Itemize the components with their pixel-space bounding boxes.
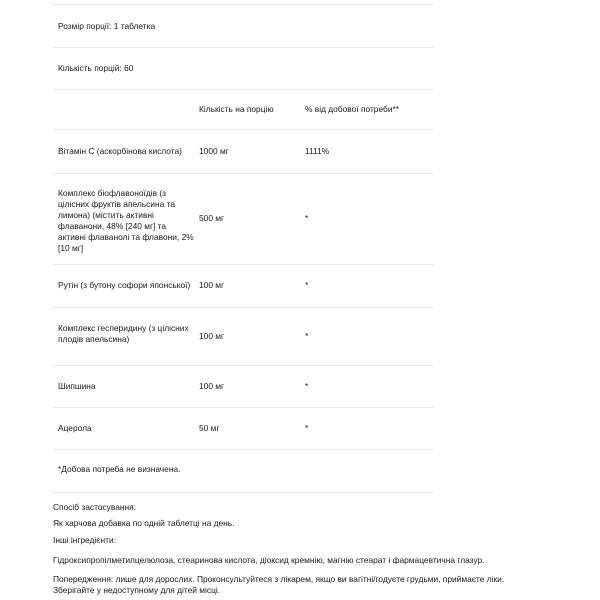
footnote-row: [53, 450, 434, 493]
ingredient-name: Шипшина: [58, 381, 96, 391]
warning-line-1: Попередження: лише для дорослих. Проконсультуйтеся з лікарем, якщо ви вагітні/годуєте грудьми, приймаєте ліки.: [53, 574, 505, 584]
header-row: [53, 90, 434, 130]
dv-header: % від добової потреби**: [305, 104, 400, 114]
ingredient-dv: *: [305, 213, 309, 223]
servings-text: Кількість порцій: 60: [58, 63, 134, 73]
serving-size-row: [53, 5, 434, 48]
usage-text: Як харчова добавка по одній таблетці на день.: [53, 518, 235, 528]
table-row: [53, 265, 434, 308]
ingredient-dv: *: [305, 280, 309, 290]
ingredient-amount: 100 мг: [199, 280, 225, 290]
table-row: [53, 308, 434, 366]
ingredient-dv: *: [305, 331, 309, 341]
table-row: [53, 408, 434, 450]
ingredient-name: Вітамін С (аскорбінова кислота): [58, 146, 182, 156]
table-row: [53, 130, 434, 174]
ingredient-dv: 1111%: [305, 146, 330, 156]
ingredient-amount: 500 мг: [199, 213, 225, 223]
warning-line-2: Зберігайте у недоступному для дітей місці.: [53, 585, 221, 595]
ingredient-amount: 100 мг: [199, 331, 225, 341]
footnote-text: *Добова потреба не визначена.: [58, 464, 181, 474]
ingredients-title: Інші інгредієнти:: [53, 535, 117, 545]
ingredient-dv: *: [305, 381, 309, 391]
ingredient-dv: *: [305, 423, 309, 433]
table-row: [53, 366, 434, 408]
ingredient-name: Комплекс біофлавоноїдів (з цілісних фруктів апельсина та лимона) (містить активні флаванони, 48% [240 мг] та активні флаванолі та флавони, 2% [10 мг]: [58, 188, 194, 253]
ingredient-amount: 100 мг: [199, 381, 225, 391]
ingredient-amount: 1000 мг: [199, 146, 229, 156]
ingredient-name: Ацерола: [58, 423, 92, 433]
ingredient-name: Комплекс гесперидину (з цілісних плодів апельсина): [58, 323, 189, 344]
table-row: [53, 174, 434, 265]
servings-row: [53, 48, 434, 90]
ingredient-name: Рутін (з бутону софори японської): [58, 280, 191, 290]
serving-size-text: Розмір порції: 1 таблетка: [58, 21, 156, 31]
ingredients-text: Гідроксипропілметилцелюлоза, стеаринова кислота, діоксид кремнію, магнію стеарат і фармацевтична глазур.: [53, 555, 485, 565]
amount-header: Кількість на порцію: [199, 104, 274, 114]
ingredient-amount: 50 мг: [199, 423, 220, 433]
usage-title: Спосіб застосування:: [53, 502, 136, 512]
